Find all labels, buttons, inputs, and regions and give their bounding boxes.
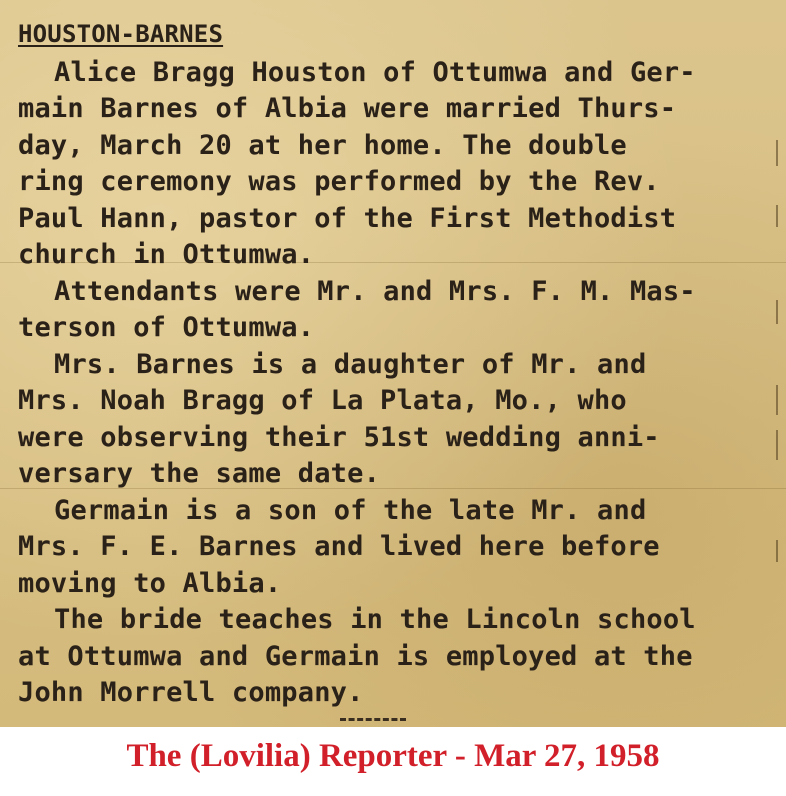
text-line: day, March 20 at her home. The double [18,129,627,161]
text-line: Attendants were Mr. and Mrs. F. M. Mas- [54,275,696,307]
text-line: church in Ottumwa. [18,239,315,270]
paragraph-1 [18,55,783,274]
text-line: were observing their 51st wedding anni- [18,421,660,453]
text-line: Alice Bragg Houston of Ottumwa and Ger- [54,56,696,88]
text-line: moving to Albia. [18,567,282,599]
text-line: John Morrell company. [18,677,364,708]
text-line: at Ottumwa and Germain is employed at the [18,640,693,672]
end-separator [340,718,406,725]
text-line: Mrs. Barnes is a daughter of Mr. and [54,348,647,380]
paragraph-4 [18,493,783,603]
article-body [18,16,783,712]
text-line: The bride teaches in the Lincoln school [54,604,696,635]
text-line: Paul Hann, pastor of the First Methodist [18,202,677,234]
article-headline: HOUSTON-BARNES [18,20,224,48]
text-line: Mrs. F. E. Barnes and lived here before [18,531,660,562]
paragraph-5 [18,602,783,712]
text-line: Germain is a son of the late Mr. and [54,494,647,526]
text-line: main Barnes of Albia were married Thurs- [18,93,677,124]
source-caption: The (Lovilia) Reporter - Mar 27, 1958 [126,738,660,774]
text-line: versary the same date. [18,458,381,489]
text-line: Mrs. Noah Bragg of La Plata, Mo., who [18,385,627,416]
text-line: terson of Ottumwa. [18,312,315,343]
paragraph-2 [18,274,783,347]
paragraph-3 [18,347,783,493]
text-line: ring ceremony was performed by the Rev. [18,166,660,197]
